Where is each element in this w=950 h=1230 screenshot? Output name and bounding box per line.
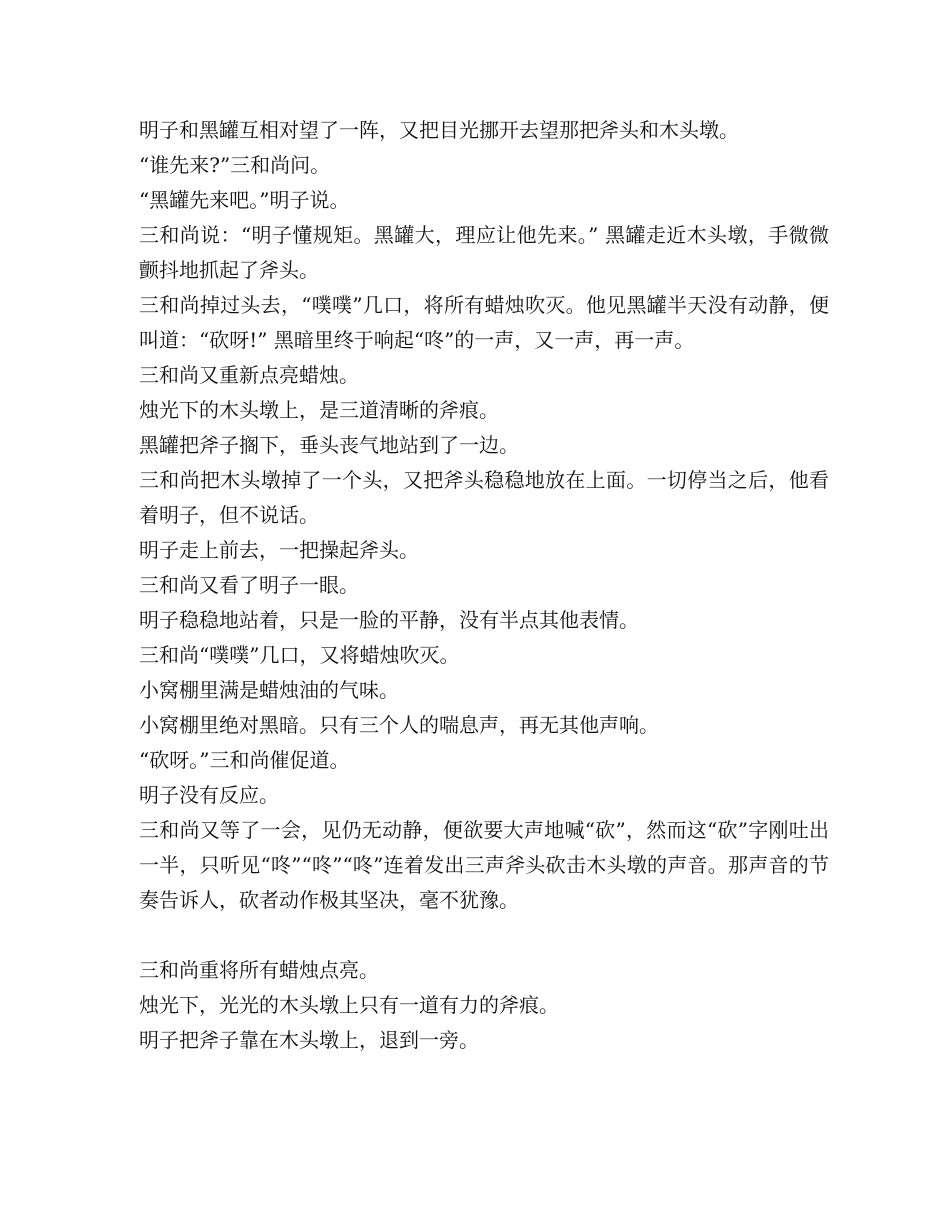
paragraph-5: 三和尚掉过头去，“噗噗”几口，将所有蜡烛吹灭。他见黑罐半天没有动静，便叫道：“砍呀!” 黑暗里终于响起“咚”的一声，又一声，再一声。 bbox=[139, 293, 829, 352]
paragraph-12: 明子稳稳地站着，只是一脸的平静，没有半点其他表情。 bbox=[139, 608, 639, 632]
paragraph-9: 三和尚把木头墩掉了一个头，又把斧头稳稳地放在上面。一切停当之后，他看着明子，但不说话。 bbox=[139, 468, 829, 527]
paragraph-15: 小窝棚里绝对黑暗。只有三个人的喘息声，再无其他声响。 bbox=[139, 713, 659, 737]
paragraph-10: 明子走上前去，一把操起斧头。 bbox=[139, 538, 419, 562]
paragraph-11: 三和尚又看了明子一眼。 bbox=[139, 573, 359, 597]
paragraph-20: 烛光下，光光的木头墩上只有一道有力的斧痕。 bbox=[139, 993, 559, 1017]
paragraph-18: 三和尚又等了一会，见仍无动静，便欲要大声地喊“砍”，然而这“砍”字刚吐出一半，只听见“咚”“咚”“咚”连着发出三声斧头砍击木头墩的声音。那声音的节奏告诉人，砍者动作极其坚决，毫不犹豫。 bbox=[139, 818, 829, 912]
paragraph-gap bbox=[139, 918, 829, 953]
paragraph-3: “黑罐先来吧。”明子说。 bbox=[139, 188, 350, 212]
paragraph-14: 小窝棚里满是蜡烛油的气味。 bbox=[139, 678, 399, 702]
paragraph-8: 黑罐把斧子搁下，垂头丧气地站到了一边。 bbox=[139, 433, 519, 457]
paragraph-17: 明子没有反应。 bbox=[139, 783, 279, 807]
paragraph-19: 三和尚重将所有蜡烛点亮。 bbox=[139, 958, 379, 982]
document-body bbox=[139, 113, 829, 1058]
paragraph-1: 明子和黑罐互相对望了一阵，又把目光挪开去望那把斧头和木头墩。 bbox=[139, 118, 739, 142]
paragraph-4: 三和尚说：“明子懂规矩。黑罐大，理应让他先来。” 黑罐走近木头墩，手微微颤抖地抓起了斧头。 bbox=[139, 223, 829, 282]
paragraph-6: 三和尚又重新点亮蜡烛。 bbox=[139, 363, 359, 387]
paragraph-21: 明子把斧子靠在木头墩上，退到一旁。 bbox=[139, 1028, 479, 1052]
paragraph-7: 烛光下的木头墩上，是三道清晰的斧痕。 bbox=[139, 398, 499, 422]
paragraph-2: “谁先来?”三和尚问。 bbox=[139, 153, 331, 177]
paragraph-16: “砍呀。”三和尚催促道。 bbox=[139, 748, 350, 772]
paragraph-13: 三和尚“噗噗”几口，又将蜡烛吹灭。 bbox=[139, 643, 460, 667]
